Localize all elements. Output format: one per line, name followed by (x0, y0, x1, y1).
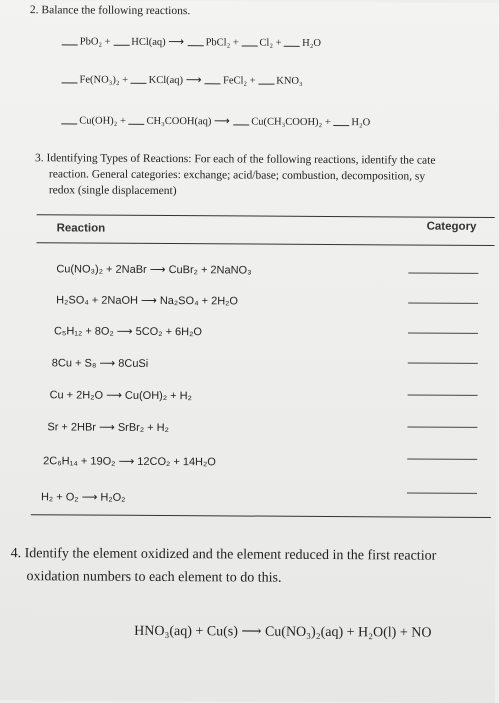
q3-instructions-line-1: 3. Identifying Types of Reactions: For each of the following reactions, identify the cate (34, 152, 436, 167)
table-bottom-rule (31, 514, 491, 518)
reaction-row-5: Cu + 2H₂O ⟶ Cu(OH)₂ + H₂ (49, 389, 192, 403)
term: KCl(aq) (148, 74, 184, 87)
table-top-rule (37, 214, 495, 218)
q4-instructions-line-1: 4. Identify the element oxidized and the element reduced in the first reactior (10, 546, 437, 564)
arrow-icon: ⟶ (168, 35, 188, 49)
col-header-category: Category (426, 220, 477, 233)
category-answer-line-4 (408, 362, 478, 363)
col-header-reaction: Reaction (56, 222, 106, 235)
reaction-row-6: Sr + 2HBr ⟶ SrBr₂ + H₂ (47, 421, 169, 435)
table-header-rule (37, 242, 495, 246)
term: Cu(OH)₂ + (79, 115, 126, 127)
q4-redox-equation: HNO₃(aq) + Cu(s) ⟶ Cu(NO₃)₂(aq) + H₂O(l) + NO (134, 623, 432, 641)
q3-instructions-line-2: reaction. General categories: exchange; acid/base; combustion, decomposition, sy (48, 168, 426, 183)
q3-instructions-line-3: redox (single displacement) (48, 184, 177, 198)
reaction-row-2: H₂SO₄ + 2NaOH ⟶ Na₂SO₄ + 2H₂O (56, 294, 239, 308)
term: KNO₃ (276, 75, 303, 87)
term: H₂O (302, 37, 322, 49)
arrow-icon: ⟶ (214, 114, 234, 128)
reaction-row-3: C₅H₁₂ + 8O₂ ⟶ 5CO₂ + 6H₂O (53, 325, 202, 339)
category-answer-line-5 (408, 394, 478, 395)
reaction-row-1: Cu(NO₃)₂ + 2NaBr ⟶ CuBr₂ + 2NaNO₃ (56, 263, 252, 277)
category-answer-line-8 (407, 492, 477, 493)
term: Cl₂ + (259, 37, 282, 49)
q2-title: 2. Balance the following reactions. (29, 4, 191, 18)
q2-reaction-3 (61, 113, 370, 128)
reaction-row-4: 8Cu + S₈ ⟶ 8CuSi (51, 357, 149, 370)
term: FeCl₂ + (222, 75, 256, 87)
category-answer-line-1 (408, 272, 478, 273)
category-answer-line-7 (407, 458, 477, 459)
category-answer-line-2 (408, 302, 478, 303)
arrow-icon: ⟶ (185, 73, 206, 87)
q2-reaction-1 (62, 34, 321, 49)
category-answer-line-6 (407, 426, 477, 427)
term: Cu(CH₃COOH)₂ + (251, 116, 331, 129)
term: HCl(aq) (131, 36, 166, 49)
term: PbO₂ + (79, 36, 111, 48)
reaction-row-8: H₂ + O₂ ⟶ H₂O₂ (40, 491, 126, 504)
category-answer-line-3 (408, 332, 478, 333)
reaction-row-7: 2C₆H₁₄ + 19O₂ ⟶ 12CO₂ + 14H₂O (43, 455, 216, 469)
q4-instructions-line-2: oxidation numbers to each element to do this. (26, 569, 282, 586)
term: CH₃COOH(aq) (146, 115, 212, 128)
q2-reaction-2 (61, 72, 302, 86)
term: PbCl₂ + (205, 37, 239, 49)
term: Fe(NO₃)₂ + (79, 74, 129, 86)
term: H₂O (351, 117, 371, 129)
